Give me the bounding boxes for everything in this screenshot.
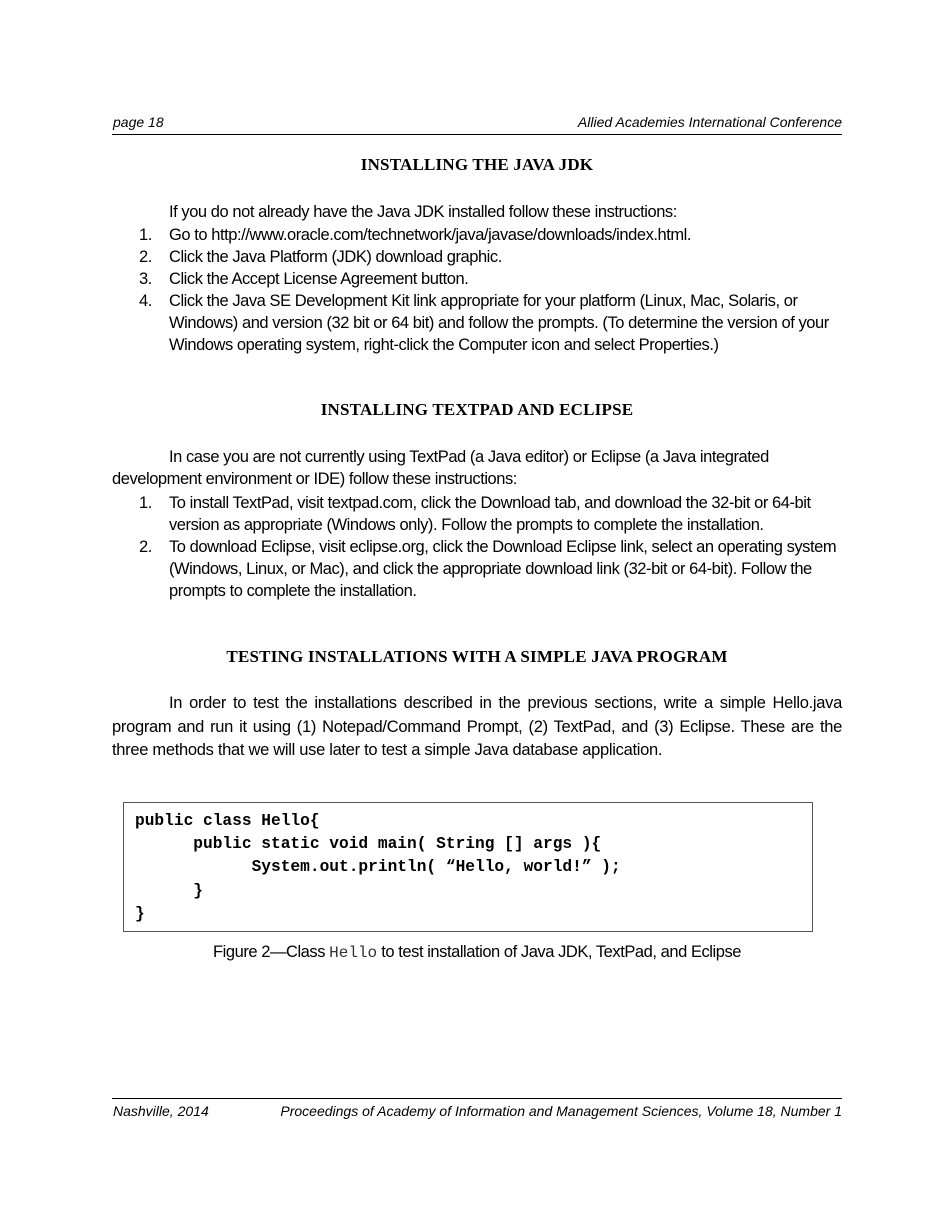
section-title-java-jdk: INSTALLING THE JAVA JDK [360, 155, 594, 174]
code-line: public static void main( String [] args ){ [135, 835, 602, 854]
code-line: } [135, 904, 145, 923]
code-line: System.out.println( “Hello, world!” ); [135, 858, 621, 877]
section-title-testing: TESTING INSTALLATIONS WITH A SIMPLE JAVA PROGRAM [226, 647, 728, 666]
section1-steps [112, 224, 842, 356]
list-item: 2. To download Eclipse, visit eclipse.org, click the Download Eclipse link, select an operating system (Windows, Linux, or Mac), and click the appropriate download link (32-bit or 64-bit). Follow the prompts to complete the installation. [139, 538, 837, 600]
running-header [112, 112, 842, 135]
figure-caption: Figure 2—Class Hello to test installation of Java JDK, TextPad, and Eclipse [213, 943, 741, 962]
conference-name: Allied Academies International Conference [577, 114, 842, 130]
code-listing [123, 802, 813, 932]
code-block [135, 810, 621, 926]
section2-steps [112, 492, 842, 602]
code-line: public class Hello{ [135, 812, 320, 830]
footer-proceedings: Proceedings of Academy of Information and Management Sciences, Volume 18, Number 1 [280, 1103, 842, 1119]
footer-location: Nashville, 2014 [113, 1103, 209, 1119]
list-item: 1. To install TextPad, visit textpad.com, click the Download tab, and download the 32-bit or 64-bit version as appropriate (Windows only). Follow the prompts to complete the installation. [139, 494, 811, 534]
section1-intro: If you do not already have the Java JDK installed follow these instructions: [169, 203, 677, 221]
section3-body: In order to test the installations described in the previous sections, write a simple Hello.java program and run it using (1) Notepad/Command Prompt, (2) TextPad, and (3) Eclipse. These are the three methods that we will use later to test a simple Java database application. [112, 694, 842, 759]
page-number: page 18 [113, 114, 164, 130]
list-item: 2. Click the Java Platform (JDK) download graphic. [139, 248, 502, 266]
list-item: 1. Go to http://www.oracle.com/technetwork/java/javase/downloads/index.html. [139, 226, 692, 244]
section-title-textpad-eclipse: INSTALLING TEXTPAD AND ECLIPSE [320, 400, 634, 419]
list-item: 4. Click the Java SE Development Kit link appropriate for your platform (Linux, Mac, Solaris, or Windows) and version (32 bit or 64 bit) and follow the prompts. (To determine the version of your Windows operating system, right-click the Computer icon and select Properties.) [139, 292, 829, 354]
code-line: } [135, 881, 203, 900]
list-item: 3. Click the Accept License Agreement button. [139, 270, 469, 288]
caption-class-name: Hello [329, 944, 378, 962]
section2-intro: In case you are not currently using TextPad (a Java editor) or Eclipse (a Java integrated development environment or IDE) follow these instructions: [112, 448, 769, 488]
running-footer [112, 1098, 842, 1123]
